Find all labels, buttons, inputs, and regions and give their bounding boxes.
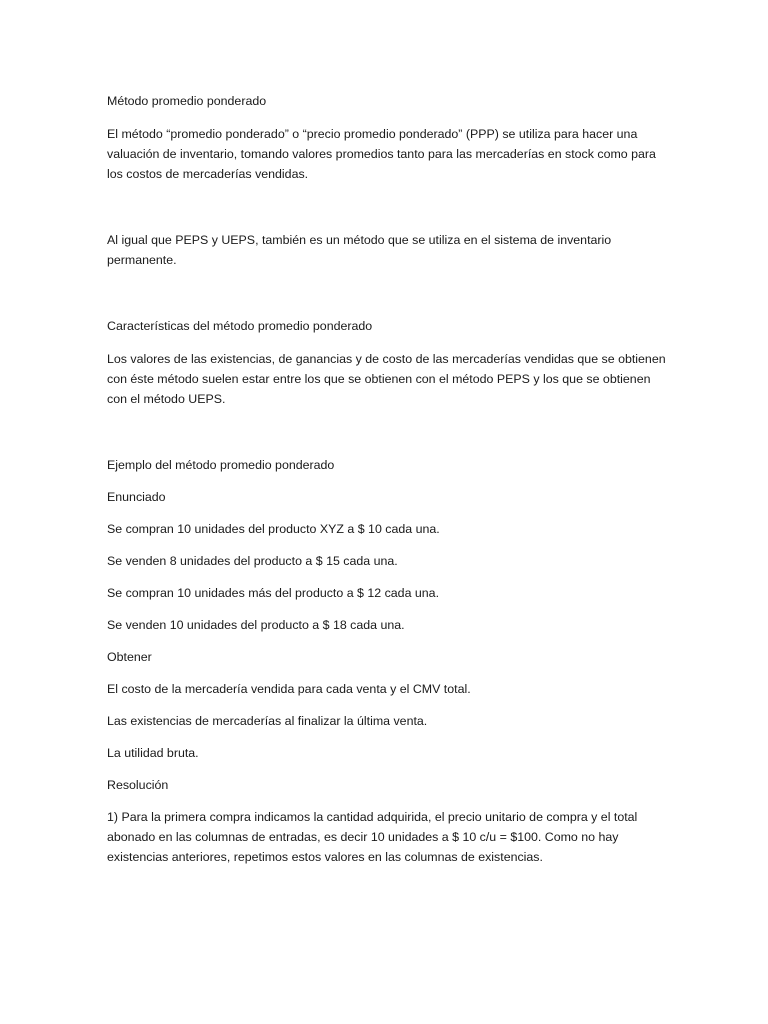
intro-paragraph: El método “promedio ponderado” o “precio promedio ponderado” (PPP) se utiliza para hacer una valuación de inventario, tomando valores promedios tanto para las mercaderías en stock como para los costos de mercaderías vendidas. <box>107 127 656 181</box>
resolucion-label: Resolución <box>107 778 169 792</box>
enunciado-label: Enunciado <box>107 490 166 504</box>
obtener-item: Las existencias de mercaderías al finalizar la última venta. <box>107 714 428 728</box>
resolucion-step-1: 1) Para la primera compra indicamos la cantidad adquirida, el precio unitario de compra y el total abonado en las columnas de entradas, es decir 10 unidades a $ 10 c/u = $100. Como no hay existencias anteriores, repetimos estos valores en las columnas de existencias. <box>107 810 638 864</box>
obtener-label: Obtener <box>107 650 152 664</box>
enunciado-item: Se compran 10 unidades del producto XYZ a $ 10 cada una. <box>107 522 440 536</box>
obtener-item: La utilidad bruta. <box>107 746 199 760</box>
enunciado-item: Se venden 10 unidades del producto a $ 18 cada una. <box>107 618 405 632</box>
enunciado-item: Se venden 8 unidades del producto a $ 15 cada una. <box>107 554 398 568</box>
enunciado-item: Se compran 10 unidades más del producto a $ 12 cada una. <box>107 586 440 600</box>
obtener-item: El costo de la mercadería vendida para cada venta y el CMV total. <box>107 682 471 696</box>
peps-ueps-paragraph: Al igual que PEPS y UEPS, también es un método que se utiliza en el sistema de inventario permanente. <box>107 233 612 267</box>
section-heading-caracteristicas: Características del método promedio ponderado <box>107 319 373 333</box>
caracteristicas-paragraph: Los valores de las existencias, de ganancias y de costo de las mercaderías vendidas que se obtienen con éste método suelen estar entre los que se obtienen con el método PEPS y los que se obtienen con el método UEPS. <box>107 352 666 406</box>
section-heading-metodo: Método promedio ponderado <box>107 94 267 108</box>
section-heading-ejemplo: Ejemplo del método promedio ponderado <box>107 458 335 472</box>
document-body <box>107 91 667 867</box>
